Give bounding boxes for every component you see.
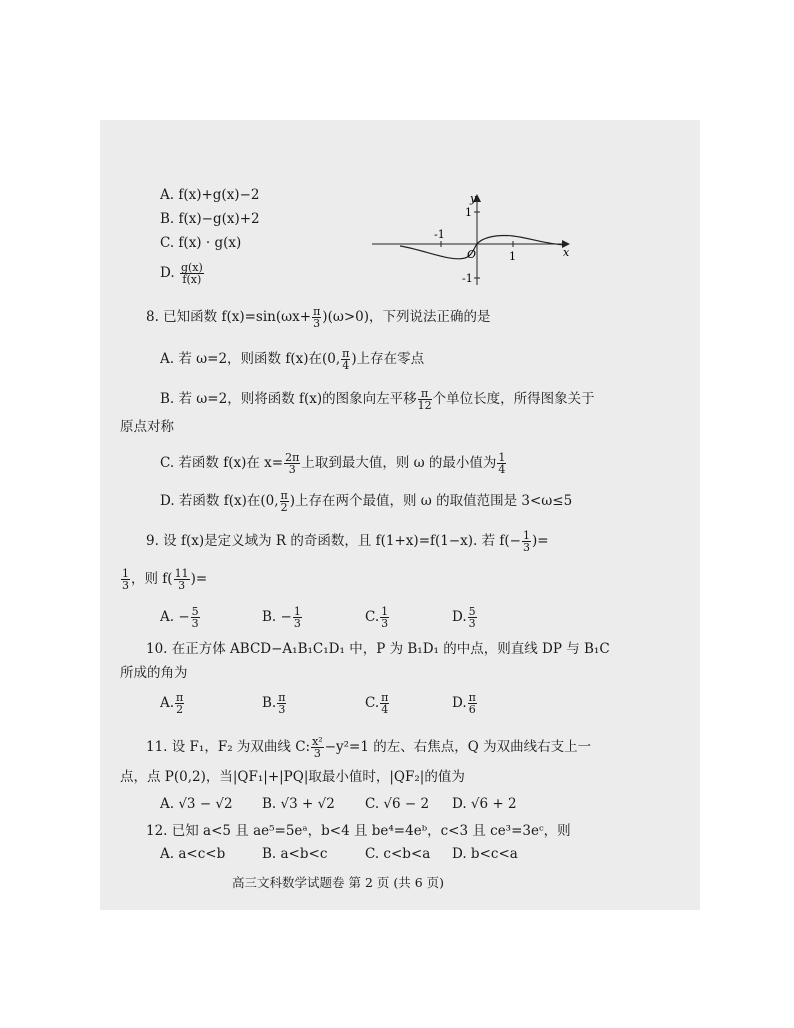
q10-stem: 10. 在正方体 ABCD−A₁B₁C₁D₁ 中，P 为 B₁D₁ 的中点，则直线 DP 与 B₁C [146,641,610,657]
q11-option-b: B. √3 + √2 [262,796,335,812]
q8-option-c: C. 若函数 f(x)在 x= $\frac{2\pi}{3}$ 上取到最大值，则 ω 的最小值为 $\frac{1}{4}$ [160,451,506,476]
q9-stem: 9. 设 f(x)是定义域为 R 的奇函数，且 f(1+x)=f(1−x). 若 f(− $\frac{1}{3}$ )= [146,529,549,554]
y-axis-label: y [470,192,477,205]
function-graph [370,190,580,290]
q11-stem-continued: 点，点 P(0,2)，当|QF₁|+|PQ|取最小值时，|QF₂|的值为 [120,769,465,785]
q8-option-b-continued: 原点对称 [120,419,174,435]
q12-option-b: B. a<b<c [262,846,328,862]
q12-option-d: D. b<c<a [452,846,518,862]
q12-stem: 12. 已知 a<5 且 ae⁵=5eᵃ，b<4 且 be⁴=4eᵇ，c<3 且 ce³=3eᶜ，则 [146,823,571,839]
y-tick-label-neg: -1 [462,272,473,285]
q9-option-b: B. − $\frac{1}{3}$ [262,605,301,630]
q10-option-d: D. $\frac{\pi}{6}$ [452,691,476,716]
q8-stem: 8. 已知函数 f(x)=sin(ωx+ $\frac{\pi}{3}$ )(ω>0)，下列说法正确的是 [146,305,491,330]
q10-option-b: B. $\frac{\pi}{3}$ [262,691,286,716]
q7-option-d: D. $\frac{g(x)}{f(x)}$ [160,261,203,286]
q7-option-b: B. f(x)−g(x)+2 [160,211,260,227]
q7-option-a: A. f(x)+g(x)−2 [160,187,260,203]
q11-option-c: C. √6 − 2 [365,796,430,812]
q9-option-a: A. − $\frac{5}{3}$ [160,605,199,630]
q11-stem: 11. 设 F₁，F₂ 为双曲线 C: $\frac{\text{x²}}{3}$ −y²=1 的左、右焦点，Q 为双曲线右支上一 [146,735,592,760]
page-footer: 高三文科数学试题卷 第 2 页 (共 6 页) [232,875,445,890]
q8-option-a: A. 若 ω=2，则函数 f(x)在(0, $\frac{\pi}{4}$ )上存在零点 [160,347,425,372]
q10-stem-continued: 所成的角为 [120,665,188,681]
q10-option-a: A. $\frac{\pi}{2}$ [160,691,184,716]
q8-option-b: B. 若 ω=2，则将函数 f(x)的图象向左平移 $\frac{\pi}{12}$ 个单位长度，所得图象关于 [160,387,595,412]
q10-option-c: C. $\frac{\pi}{4}$ [365,691,389,716]
q11-option-d: D. √6 + 2 [452,796,517,812]
function-curve [400,235,565,258]
y-tick-label-pos: 1 [465,206,472,219]
x-tick-label-neg: -1 [434,228,445,241]
q9-option-c: C. $\frac{1}{3}$ [365,605,389,630]
q9-option-d: D. $\frac{5}{3}$ [452,605,476,630]
x-axis-label: x [563,246,570,259]
q7-option-c: C. f(x) · g(x) [160,235,242,251]
q11-option-a: A. √3 − √2 [160,796,233,812]
origin-label: O [467,248,477,261]
q9-stem-continued: $\frac{1}{3}$ ，则 f( $\frac{11}{3}$ )= [122,567,208,592]
x-tick-label-pos: 1 [509,250,516,263]
q12-option-c: C. c<b<a [365,846,431,862]
q8-option-d: D. 若函数 f(x)在(0, $\frac{\pi}{2}$ )上存在两个最值，则 ω 的取值范围是 3<ω≤5 [160,489,573,514]
q12-option-a: A. a<c<b [160,846,226,862]
